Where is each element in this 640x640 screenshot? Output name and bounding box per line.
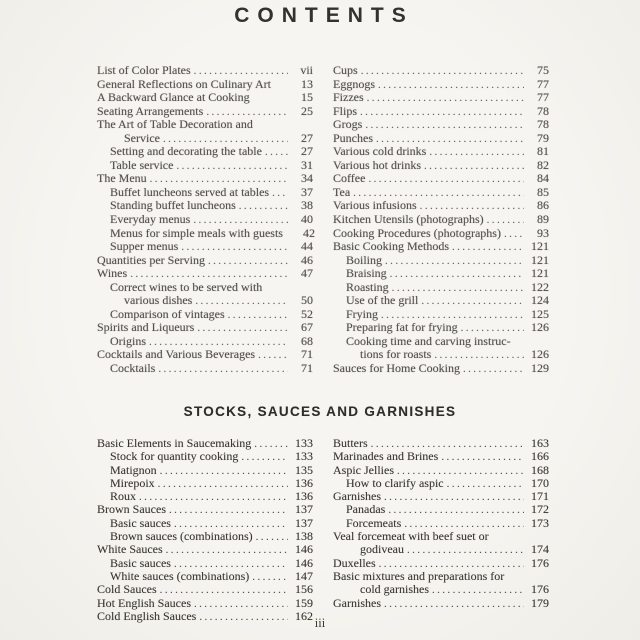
toc-entry-page: 162 bbox=[295, 608, 313, 623]
toc-entry-label: Veal forcemeat with beef suet or bbox=[333, 529, 489, 544]
dot-leader bbox=[487, 213, 524, 228]
toc-entry bbox=[333, 132, 549, 146]
toc-entry bbox=[333, 530, 549, 543]
dot-leader bbox=[463, 362, 524, 377]
toc-entry bbox=[333, 186, 549, 200]
dot-leader bbox=[181, 240, 288, 255]
toc-entry-label: Mirepoix bbox=[110, 475, 155, 490]
toc-entry-label: Everyday menus bbox=[110, 212, 191, 227]
toc-entry-page: 34 bbox=[301, 171, 313, 186]
toc-entry bbox=[333, 362, 549, 376]
toc-entry bbox=[333, 159, 549, 173]
dot-leader bbox=[158, 362, 288, 377]
toc-entry-label: Basic sauces bbox=[110, 555, 171, 570]
dot-leader bbox=[163, 132, 288, 147]
toc-entry-label: Quantities per Serving bbox=[97, 252, 205, 267]
dot-leader bbox=[504, 227, 524, 242]
toc-entry bbox=[97, 570, 313, 583]
toc-entry-label: The Art of Table Decoration and bbox=[97, 117, 253, 132]
dot-leader bbox=[252, 570, 288, 584]
toc-entry-label: Frying bbox=[346, 306, 379, 321]
toc-entry-label: Standing buffet luncheons bbox=[110, 198, 236, 213]
toc-entry bbox=[97, 490, 313, 503]
toc-entry-page: 171 bbox=[531, 489, 549, 504]
dot-leader bbox=[208, 254, 288, 269]
toc-entry-label: Marinades and Brines bbox=[333, 449, 439, 464]
dot-leader bbox=[193, 213, 288, 228]
dot-leader bbox=[206, 105, 288, 120]
toc-entry-label: Setting and decorating the table bbox=[110, 144, 262, 159]
toc-entry-label: Stock for quantity cooking bbox=[110, 449, 239, 464]
toc-entry-label: Basic sauces bbox=[110, 515, 171, 530]
toc-entry-label: Cold Sauces bbox=[97, 582, 157, 597]
toc-entry-page: 71 bbox=[301, 347, 313, 362]
toc-entry bbox=[333, 213, 549, 227]
toc-entry-label: Cups bbox=[333, 63, 358, 77]
dot-leader bbox=[160, 583, 288, 597]
toc-entry-label: White Sauces bbox=[97, 542, 163, 557]
toc-entry-label: Use of the grill bbox=[346, 293, 419, 308]
toc-entry bbox=[97, 583, 313, 596]
toc-entry-label: General Reflections on Culinary Art bbox=[97, 76, 271, 91]
toc-entry-page: 172 bbox=[531, 502, 549, 517]
toc-entry-label: Comparison of vintages bbox=[110, 306, 225, 321]
toc-entry-page: 168 bbox=[531, 462, 549, 477]
toc-entry-page: 174 bbox=[531, 542, 549, 557]
dot-leader bbox=[424, 159, 524, 174]
toc-entry-label: various dishes bbox=[124, 293, 193, 308]
toc-entry-label: Buffet luncheons served at tables bbox=[110, 184, 270, 199]
toc-entry-label: White sauces (combinations) bbox=[110, 568, 250, 583]
toc-entry bbox=[333, 464, 549, 477]
dot-leader bbox=[461, 321, 524, 336]
toc-entry bbox=[333, 450, 549, 463]
dot-leader bbox=[371, 437, 524, 451]
toc-entry-label: Basic Elements in Saucemaking bbox=[97, 436, 252, 450]
toc-section-1 bbox=[97, 64, 549, 376]
toc-entry-label: Cooking time and carving instruc- bbox=[346, 333, 511, 348]
toc-entry-label: Various cold drinks bbox=[333, 144, 427, 159]
toc-entry-page: 85 bbox=[537, 184, 549, 199]
toc-entry-label: Roasting bbox=[346, 279, 389, 294]
toc-entry-page: 133 bbox=[295, 449, 313, 464]
toc-entry bbox=[97, 78, 313, 92]
dot-leader bbox=[265, 145, 288, 160]
dot-leader bbox=[239, 199, 288, 214]
dot-leader bbox=[447, 477, 524, 491]
toc-entry bbox=[333, 335, 549, 349]
toc-entry-page: 147 bbox=[295, 568, 313, 583]
dot-leader bbox=[176, 159, 288, 174]
page-number-footer: iii bbox=[314, 616, 326, 630]
toc-entry-label: Correct wines to be served with bbox=[110, 279, 263, 294]
toc-entry-label: Menus for simple meals with guests bbox=[110, 225, 283, 240]
toc-entry-page: 78 bbox=[537, 117, 549, 132]
toc-entry-label: Grogs bbox=[333, 117, 363, 132]
toc-entry-page: 79 bbox=[537, 130, 549, 145]
toc-entry-page: 47 bbox=[301, 266, 313, 281]
toc-entry bbox=[97, 64, 313, 78]
toc-entry-label: Kitchen Utensils (photographs) bbox=[333, 212, 484, 227]
toc-entry bbox=[333, 199, 549, 213]
toc-entry-label: Wines bbox=[97, 266, 128, 281]
dot-leader bbox=[441, 450, 524, 464]
toc-entry-label: Matignon bbox=[110, 462, 157, 477]
toc-entry-label: Preparing fat for frying bbox=[346, 320, 458, 335]
toc-entry-label: Garnishes bbox=[333, 489, 381, 504]
dot-leader bbox=[390, 267, 524, 282]
toc-entry bbox=[97, 105, 313, 119]
toc-entry-page: 176 bbox=[531, 582, 549, 597]
toc-entry bbox=[97, 348, 313, 362]
toc-entry-label: Panadas bbox=[346, 502, 386, 517]
toc-entry bbox=[97, 145, 313, 159]
toc-entry bbox=[333, 254, 549, 268]
toc-section-2-column-right bbox=[333, 437, 549, 623]
toc-entry-page: 31 bbox=[301, 157, 313, 172]
dot-leader bbox=[379, 557, 524, 571]
toc-entry-page: 126 bbox=[531, 347, 549, 362]
toc-entry-label: Punches bbox=[333, 130, 373, 145]
dot-leader bbox=[258, 348, 288, 363]
toc-entry-page: 52 bbox=[301, 306, 313, 321]
page-title: CONTENTS bbox=[234, 4, 414, 27]
toc-entry-page: 166 bbox=[531, 449, 549, 464]
toc-entry-label: Forcemeats bbox=[346, 515, 402, 530]
toc-entry bbox=[97, 517, 313, 530]
toc-entry-page: 46 bbox=[301, 252, 313, 267]
toc-entry-page: 89 bbox=[537, 212, 549, 227]
dot-leader bbox=[254, 437, 288, 451]
dot-leader bbox=[130, 267, 288, 282]
toc-entry-label: Boiling bbox=[346, 252, 383, 267]
toc-entry-page: 136 bbox=[295, 489, 313, 504]
toc-entry bbox=[97, 543, 313, 556]
dot-leader bbox=[139, 490, 288, 504]
toc-entry-page: 78 bbox=[537, 103, 549, 118]
toc-entry-page: 159 bbox=[295, 595, 313, 610]
toc-entry bbox=[97, 308, 313, 322]
toc-entry bbox=[97, 503, 313, 516]
dot-leader bbox=[404, 517, 524, 531]
dot-leader bbox=[361, 64, 524, 79]
toc-entry-page: 38 bbox=[301, 198, 313, 213]
toc-entry bbox=[97, 281, 313, 295]
toc-entry bbox=[333, 145, 549, 159]
toc-entry-label: Basic Cooking Methods bbox=[333, 239, 449, 254]
toc-entry-page: 176 bbox=[531, 555, 549, 570]
toc-entry-label: Table service bbox=[110, 157, 174, 172]
toc-entry-label: Duxelles bbox=[333, 555, 376, 570]
dot-leader bbox=[166, 543, 288, 557]
toc-entry bbox=[97, 159, 313, 173]
toc-entry-label: The Menu bbox=[97, 171, 147, 186]
toc-section-2 bbox=[97, 437, 549, 623]
toc-entry-label: Butters bbox=[333, 436, 368, 450]
toc-entry-page: 163 bbox=[531, 436, 549, 450]
toc-section-2-column-left bbox=[97, 437, 313, 623]
toc-entry bbox=[97, 557, 313, 570]
toc-entry-page: 121 bbox=[531, 252, 549, 267]
toc-entry-page: 138 bbox=[295, 529, 313, 544]
dot-leader bbox=[365, 118, 524, 133]
toc-entry bbox=[97, 437, 313, 450]
toc-entry bbox=[333, 105, 549, 119]
toc-entry bbox=[333, 490, 549, 503]
toc-entry-label: Garnishes bbox=[333, 595, 381, 610]
toc-entry-label: Origins bbox=[110, 333, 146, 348]
toc-entry-page: 156 bbox=[295, 582, 313, 597]
toc-entry bbox=[97, 186, 313, 200]
toc-entry bbox=[97, 362, 313, 376]
toc-entry bbox=[333, 64, 549, 78]
toc-entry-label: Spirits and Liqueurs bbox=[97, 320, 195, 335]
toc-entry bbox=[97, 172, 313, 186]
toc-entry-label: Seating Arrangements bbox=[97, 103, 204, 118]
dot-leader bbox=[158, 477, 288, 491]
toc-entry-page: 146 bbox=[295, 542, 313, 557]
toc-entry-label: Various infusions bbox=[333, 198, 417, 213]
toc-entry-page: 15 bbox=[301, 90, 313, 105]
toc-entry-label: Roux bbox=[110, 489, 137, 504]
dot-leader bbox=[368, 172, 524, 187]
toc-entry bbox=[97, 213, 313, 227]
toc-entry-page: 122 bbox=[531, 279, 549, 294]
toc-entry bbox=[97, 464, 313, 477]
toc-entry-label: Flips bbox=[333, 103, 358, 118]
dot-leader bbox=[174, 557, 288, 571]
dot-leader bbox=[397, 464, 524, 478]
toc-entry-page: 84 bbox=[537, 171, 549, 186]
dot-leader bbox=[452, 240, 524, 255]
toc-entry-page: 77 bbox=[537, 76, 549, 91]
toc-entry bbox=[333, 172, 549, 186]
toc-entry bbox=[97, 132, 313, 146]
toc-section-1-column-right bbox=[333, 64, 549, 376]
dot-leader bbox=[434, 348, 524, 363]
toc-entry bbox=[97, 199, 313, 213]
toc-entry bbox=[333, 477, 549, 490]
toc-entry-page: 121 bbox=[531, 266, 549, 281]
dot-leader bbox=[376, 132, 524, 147]
toc-section-1-column-left bbox=[97, 64, 313, 376]
dot-leader bbox=[228, 308, 288, 323]
toc-entry-page: 27 bbox=[301, 130, 313, 145]
toc-entry-label: Cocktails bbox=[110, 361, 156, 376]
dot-leader bbox=[407, 543, 524, 557]
toc-entry bbox=[333, 308, 549, 322]
toc-entry bbox=[333, 570, 549, 583]
toc-entry bbox=[333, 597, 549, 610]
toc-entry-page: 124 bbox=[531, 293, 549, 308]
dot-leader bbox=[384, 490, 524, 504]
toc-entry bbox=[97, 450, 313, 463]
toc-entry bbox=[333, 227, 549, 241]
toc-entry bbox=[333, 437, 549, 450]
dot-leader bbox=[429, 145, 524, 160]
toc-entry-page: 77 bbox=[537, 90, 549, 105]
dot-leader bbox=[384, 597, 524, 611]
toc-entry-label: Braising bbox=[346, 266, 387, 281]
dot-leader bbox=[194, 597, 288, 611]
toc-entry bbox=[97, 597, 313, 610]
toc-entry bbox=[333, 517, 549, 530]
toc-entry-page: 13 bbox=[301, 76, 313, 91]
toc-entry-label: cold garnishes bbox=[360, 582, 429, 597]
toc-entry bbox=[333, 294, 549, 308]
toc-entry-page: 121 bbox=[531, 239, 549, 254]
dot-leader bbox=[174, 517, 288, 531]
toc-entry-label: How to clarify aspic bbox=[346, 475, 444, 490]
toc-entry-page: 179 bbox=[531, 595, 549, 610]
dot-leader bbox=[160, 464, 288, 478]
toc-entry-page: 136 bbox=[295, 475, 313, 490]
dot-leader bbox=[197, 321, 288, 336]
toc-entry bbox=[97, 254, 313, 268]
toc-entry bbox=[97, 91, 313, 105]
toc-entry-page: 170 bbox=[531, 475, 549, 490]
toc-entry-page: 133 bbox=[295, 436, 313, 450]
toc-entry-label: Coffee bbox=[333, 171, 366, 186]
toc-entry-page: 71 bbox=[301, 361, 313, 376]
toc-entry-label: Sauces for Home Cooking bbox=[333, 361, 460, 376]
dot-leader bbox=[381, 308, 524, 323]
toc-entry bbox=[97, 335, 313, 349]
dot-leader bbox=[149, 335, 288, 350]
toc-entry-page: 67 bbox=[301, 320, 313, 335]
dot-leader bbox=[378, 78, 524, 93]
toc-entry bbox=[97, 240, 313, 254]
toc-entry bbox=[333, 267, 549, 281]
toc-entry bbox=[333, 240, 549, 254]
toc-entry bbox=[333, 543, 549, 556]
toc-entry-label: Basic mixtures and preparations for bbox=[333, 568, 505, 583]
dot-leader bbox=[421, 294, 524, 309]
dot-leader bbox=[420, 199, 524, 214]
toc-entry-page: 44 bbox=[301, 239, 313, 254]
toc-entry-label: Service bbox=[124, 130, 160, 145]
toc-entry bbox=[333, 503, 549, 516]
dot-leader bbox=[241, 450, 288, 464]
dot-leader bbox=[272, 186, 288, 201]
dot-leader bbox=[169, 503, 288, 517]
dot-leader bbox=[388, 503, 524, 517]
toc-entry-label: Tea bbox=[333, 184, 351, 199]
toc-entry-label: Aspic Jellies bbox=[333, 462, 394, 477]
toc-entry-label: Supper menus bbox=[110, 239, 179, 254]
dot-leader bbox=[367, 91, 524, 106]
dot-leader bbox=[360, 105, 524, 120]
toc-entry-page: 137 bbox=[295, 502, 313, 517]
dot-leader bbox=[385, 254, 524, 269]
toc-entry-label: Cocktails and Various Beverages bbox=[97, 347, 256, 362]
toc-entry bbox=[333, 348, 549, 362]
toc-entry-page: 129 bbox=[531, 361, 549, 376]
toc-entry bbox=[333, 118, 549, 132]
toc-entry-label: Cold English Sauces bbox=[97, 608, 197, 623]
toc-entry-page: 137 bbox=[295, 515, 313, 530]
toc-entry-label: Eggnogs bbox=[333, 76, 375, 91]
toc-entry bbox=[97, 118, 313, 132]
dot-leader bbox=[392, 281, 524, 296]
toc-entry-page: 25 bbox=[301, 103, 313, 118]
dot-leader bbox=[195, 294, 288, 309]
toc-entry bbox=[97, 294, 313, 308]
toc-entry-label: Hot English Sauces bbox=[97, 595, 191, 610]
toc-entry-page: vii bbox=[300, 63, 313, 77]
dot-leader bbox=[256, 530, 288, 544]
toc-entry-page: 126 bbox=[531, 320, 549, 335]
toc-entry-page: 146 bbox=[295, 555, 313, 570]
toc-entry bbox=[97, 267, 313, 281]
toc-entry bbox=[333, 321, 549, 335]
toc-entry bbox=[97, 321, 313, 335]
toc-entry-page: 50 bbox=[301, 293, 313, 308]
toc-entry-page: 125 bbox=[531, 306, 549, 321]
toc-entry-page: 40 bbox=[301, 212, 313, 227]
toc-entry-page: 86 bbox=[537, 198, 549, 213]
section-header-stocks-sauces-garnishes: STOCKS, SAUCES AND GARNISHES bbox=[183, 404, 457, 419]
toc-entry bbox=[333, 91, 549, 105]
toc-entry-page: 173 bbox=[531, 515, 549, 530]
toc-entry-page: 27 bbox=[301, 144, 313, 159]
toc-entry-label: Brown sauces (combinations) bbox=[110, 529, 253, 544]
toc-entry-label: Brown Sauces bbox=[97, 502, 166, 517]
toc-entry-page: 93 bbox=[537, 225, 549, 240]
toc-entry-label: Cooking Procedures (photographs) bbox=[333, 225, 501, 240]
toc-entry-page: 68 bbox=[301, 333, 313, 348]
toc-entry bbox=[97, 530, 313, 543]
toc-entry bbox=[333, 78, 549, 92]
toc-entry-page: 81 bbox=[537, 144, 549, 159]
toc-entry bbox=[97, 477, 313, 490]
toc-entry-label: A Backward Glance at Cooking bbox=[97, 90, 250, 105]
dot-leader bbox=[150, 172, 288, 187]
dot-leader bbox=[194, 64, 288, 79]
toc-entry-label: List of Color Plates bbox=[97, 63, 191, 77]
toc-entry-label: godiveau bbox=[360, 542, 404, 557]
toc-entry-page: 37 bbox=[301, 184, 313, 199]
toc-entry bbox=[97, 227, 313, 241]
toc-entry-label: tions for roasts bbox=[360, 347, 432, 362]
toc-entry-page: 42 bbox=[302, 225, 315, 240]
toc-entry bbox=[333, 583, 549, 596]
toc-entry bbox=[333, 281, 549, 295]
dot-leader bbox=[432, 583, 524, 597]
toc-entry-label: Various hot drinks bbox=[333, 157, 421, 172]
toc-entry-page: 135 bbox=[295, 462, 313, 477]
toc-entry-page: 82 bbox=[537, 157, 549, 172]
toc-entry-page: 75 bbox=[537, 63, 549, 77]
toc-entry bbox=[333, 557, 549, 570]
toc-entry-label: Fizzes bbox=[333, 90, 364, 105]
dot-leader bbox=[353, 186, 524, 201]
